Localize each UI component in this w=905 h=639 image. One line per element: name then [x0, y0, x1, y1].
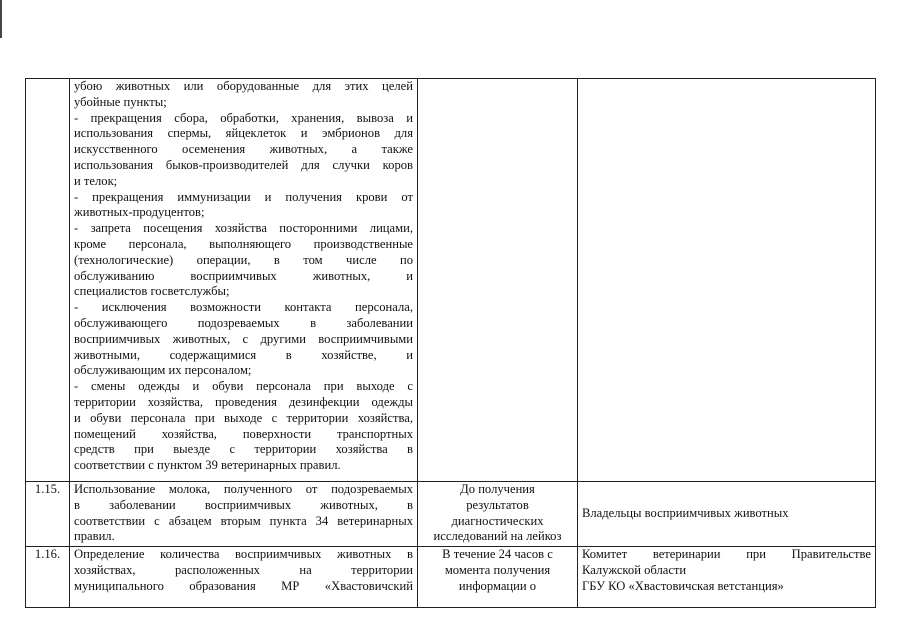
term-cell — [418, 482, 578, 547]
term-line: До получения — [460, 482, 535, 496]
action-line: правил. — [74, 529, 115, 544]
action-line: муниципального образования МР «Хвастовичский — [74, 578, 413, 593]
action-line: искусственного осеменения животных, а также — [74, 142, 413, 157]
action-line: и телок; — [74, 173, 118, 188]
term-text — [422, 482, 573, 545]
action-line: кроме персонала, выполняющего производственные — [74, 236, 413, 251]
action-line: Использование молока, полученного от подозреваемых — [74, 482, 413, 496]
action-line: Определение количества восприимчивых животных в — [74, 547, 413, 561]
responsible-line: Калужской области — [582, 562, 687, 577]
action-line: территории хозяйства, проведения дезинфекции одежды — [74, 394, 413, 409]
action-line: использования спермы, яйцеклеток и эмбрионов для — [74, 126, 413, 141]
action-line: животными, содержащимися в хозяйстве, и — [74, 347, 413, 362]
action-line: средств при выезде с территории хозяйства в — [74, 442, 413, 457]
term-line: исследований на лейкоз — [433, 529, 562, 544]
action-line: - исключения возможности контакта персонала, — [74, 300, 413, 315]
responsible-text — [582, 547, 871, 594]
action-text — [74, 482, 413, 545]
action-line: использования быков-производителей для случки коров — [74, 157, 413, 172]
action-line: убойные пункты; — [74, 94, 167, 109]
row-number-cell — [26, 79, 70, 482]
action-cell — [70, 482, 418, 547]
scan-edge-mark — [0, 0, 2, 38]
action-line: восприимчивых животных, с другими восприимчивыми — [74, 331, 413, 346]
action-line: специалистов госветслужбы; — [74, 284, 230, 299]
action-cell — [70, 79, 418, 482]
term-line: В течение 24 часов с — [442, 547, 553, 561]
term-line: результатов — [466, 497, 529, 512]
row-number: 1.15. — [26, 482, 70, 547]
term-text — [422, 547, 573, 594]
responsible-line: Комитет ветеринарии при Правительстве — [582, 547, 871, 561]
action-line: соответствии с абзацем вторым пункта 34 ветеринарных — [74, 513, 413, 528]
responsible-cell — [578, 79, 876, 482]
action-line: - смены одежды и обуви персонала при выходе с — [74, 379, 413, 394]
table-row-1-15 — [26, 482, 876, 547]
term-line: информации о — [458, 578, 537, 593]
action-line: - прекращения сбора, обработки, хранения, вывоза и — [74, 110, 413, 125]
term-line: момента получения — [444, 562, 551, 577]
action-line: - запрета посещения хозяйства посторонними лицами, — [74, 221, 413, 236]
action-text — [74, 79, 413, 474]
responsible-cell — [578, 482, 876, 547]
action-line: обслуживанию восприимчивых животных, и — [74, 268, 413, 283]
table-row-continued — [26, 79, 876, 482]
row-number: 1.16. — [26, 547, 70, 608]
measures-table — [25, 78, 876, 608]
responsible-cell — [578, 547, 876, 608]
table-row-1-16 — [26, 547, 876, 608]
action-line: хозяйствах, расположенных на территории — [74, 562, 413, 577]
action-line: животных-продуцентов; — [74, 205, 205, 220]
responsible-line: ГБУ КО «Хвастовичская ветстанция» — [582, 578, 784, 593]
action-line: обслуживающим их персоналом; — [74, 363, 252, 378]
action-line: - прекращения иммунизации и получения крови от — [74, 189, 413, 204]
term-cell — [418, 547, 578, 608]
term-line: диагностических — [451, 513, 544, 528]
action-line: обслуживающего подозреваемых в заболевании — [74, 315, 413, 330]
action-line: и обуви персонала при выходе с территории хозяйства, — [74, 410, 413, 425]
action-line: в заболевании восприимчивых животных, в — [74, 497, 413, 512]
action-text — [74, 547, 413, 594]
action-line: соответствии с пунктом 39 ветеринарных правил. — [74, 458, 341, 473]
action-line: убою животных или оборудованные для этих целей — [74, 79, 413, 93]
action-line: (технологические) операции, в том числе по — [74, 252, 413, 267]
responsible-text: Владельцы восприимчивых животных — [582, 506, 789, 521]
action-cell — [70, 547, 418, 608]
term-cell — [418, 79, 578, 482]
action-line: помещений хозяйства, поверхности транспортных — [74, 426, 413, 441]
